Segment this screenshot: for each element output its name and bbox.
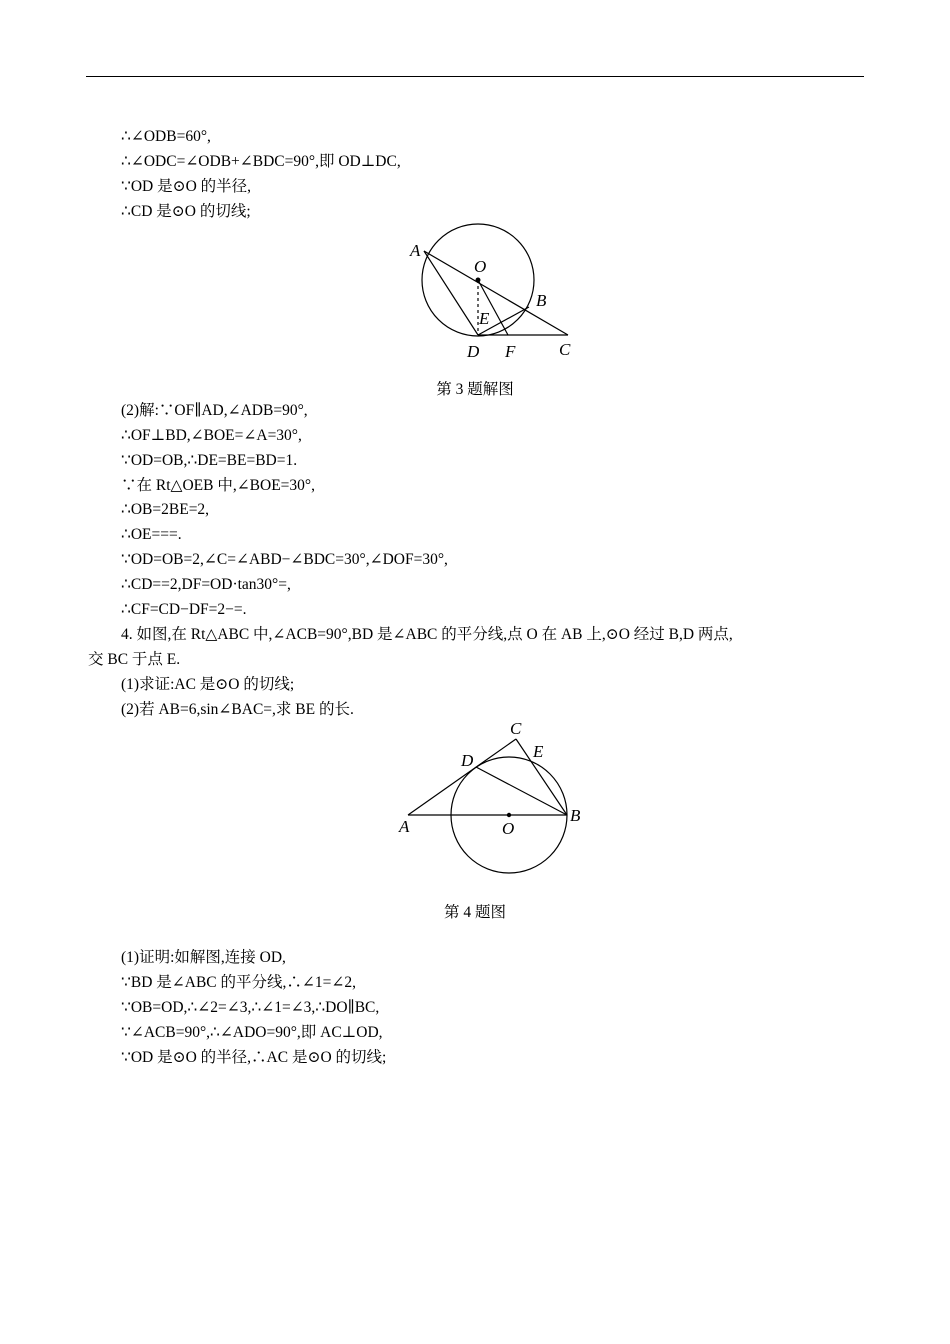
- text-line: ∵∠ACB=90°,∴∠ADO=90°,即 AC⊥OD,: [121, 1024, 383, 1041]
- text-line: ∴CD==2,DF=OD·tan30°=,: [121, 576, 291, 593]
- figure-3-caption: 第 3 题解图: [436, 381, 514, 398]
- label-o: O: [474, 257, 487, 276]
- label-c: C: [559, 340, 571, 359]
- segment-ad: [424, 251, 478, 335]
- center-dot-fig4: [507, 813, 511, 817]
- text-line: ∴CD 是⊙O 的切线;: [121, 203, 251, 220]
- segment-db-fig4: [476, 767, 567, 815]
- text-line: ∴OF⊥BD,∠BOE=∠A=30°,: [121, 427, 302, 444]
- problem-4-statement-cont: 交 BC 于点 E.: [88, 651, 181, 668]
- text-line: ∴OB=2BE=2,: [121, 501, 210, 518]
- text-line: ∵OD 是⊙O 的半径,: [121, 178, 252, 195]
- text-line: ∵BD 是∠ABC 的平分线,∴∠1=∠2,: [121, 974, 356, 991]
- text-line: ∴CF=CD−DF=2−=.: [121, 601, 247, 618]
- text-line: (2)解:∵OF∥AD,∠ADB=90°,: [121, 402, 308, 419]
- label-d: D: [467, 342, 480, 361]
- label-e-fig4: E: [533, 742, 544, 761]
- label-b-fig4: B: [570, 806, 581, 825]
- text-line: ∴∠ODB=60°,: [121, 128, 211, 145]
- center-dot: [476, 278, 481, 283]
- label-c-fig4: C: [510, 719, 522, 738]
- text-line: ∵OD 是⊙O 的半径,∴AC 是⊙O 的切线;: [121, 1049, 387, 1066]
- figure-4-caption: 第 4 题图: [443, 904, 506, 921]
- text-line: ∵OD=OB,∴DE=BE=BD=1.: [121, 452, 298, 469]
- segment-ac: [424, 251, 568, 335]
- text-line: ∴OE===.: [121, 526, 182, 543]
- text-line: ∵OD=OB=2,∠C=∠ABD−∠BDC=30°,∠DOF=30°,: [121, 551, 448, 568]
- label-o-fig4: O: [502, 819, 515, 838]
- text-line: ∴∠ODC=∠ODB+∠BDC=90°,即 OD⊥DC,: [121, 153, 401, 170]
- label-f: F: [505, 342, 516, 361]
- label-d-fig4: D: [461, 751, 474, 770]
- label-b: B: [536, 291, 547, 310]
- text-line: (1)证明:如解图,连接 OD,: [121, 949, 286, 966]
- text-line: ∵OB=OD,∴∠2=∠3,∴∠1=∠3,∴DO∥BC,: [121, 999, 380, 1016]
- problem-4-part-1: (1)求证:AC 是⊙O 的切线;: [121, 676, 295, 693]
- label-a: A: [410, 241, 421, 260]
- problem-4-part-2: (2)若 AB=6,sin∠BAC=,求 BE 的长.: [121, 701, 354, 718]
- problem-4-statement: 4. 如图,在 Rt△ABC 中,∠ACB=90°,BD 是∠ABC 的平分线,点 O 在 AB 上,⊙O 经过 B,D 两点,: [121, 626, 733, 643]
- text-line: ∵在 Rt△OEB 中,∠BOE=30°,: [121, 477, 315, 494]
- label-a-fig4: A: [399, 817, 410, 836]
- label-e: E: [479, 309, 490, 328]
